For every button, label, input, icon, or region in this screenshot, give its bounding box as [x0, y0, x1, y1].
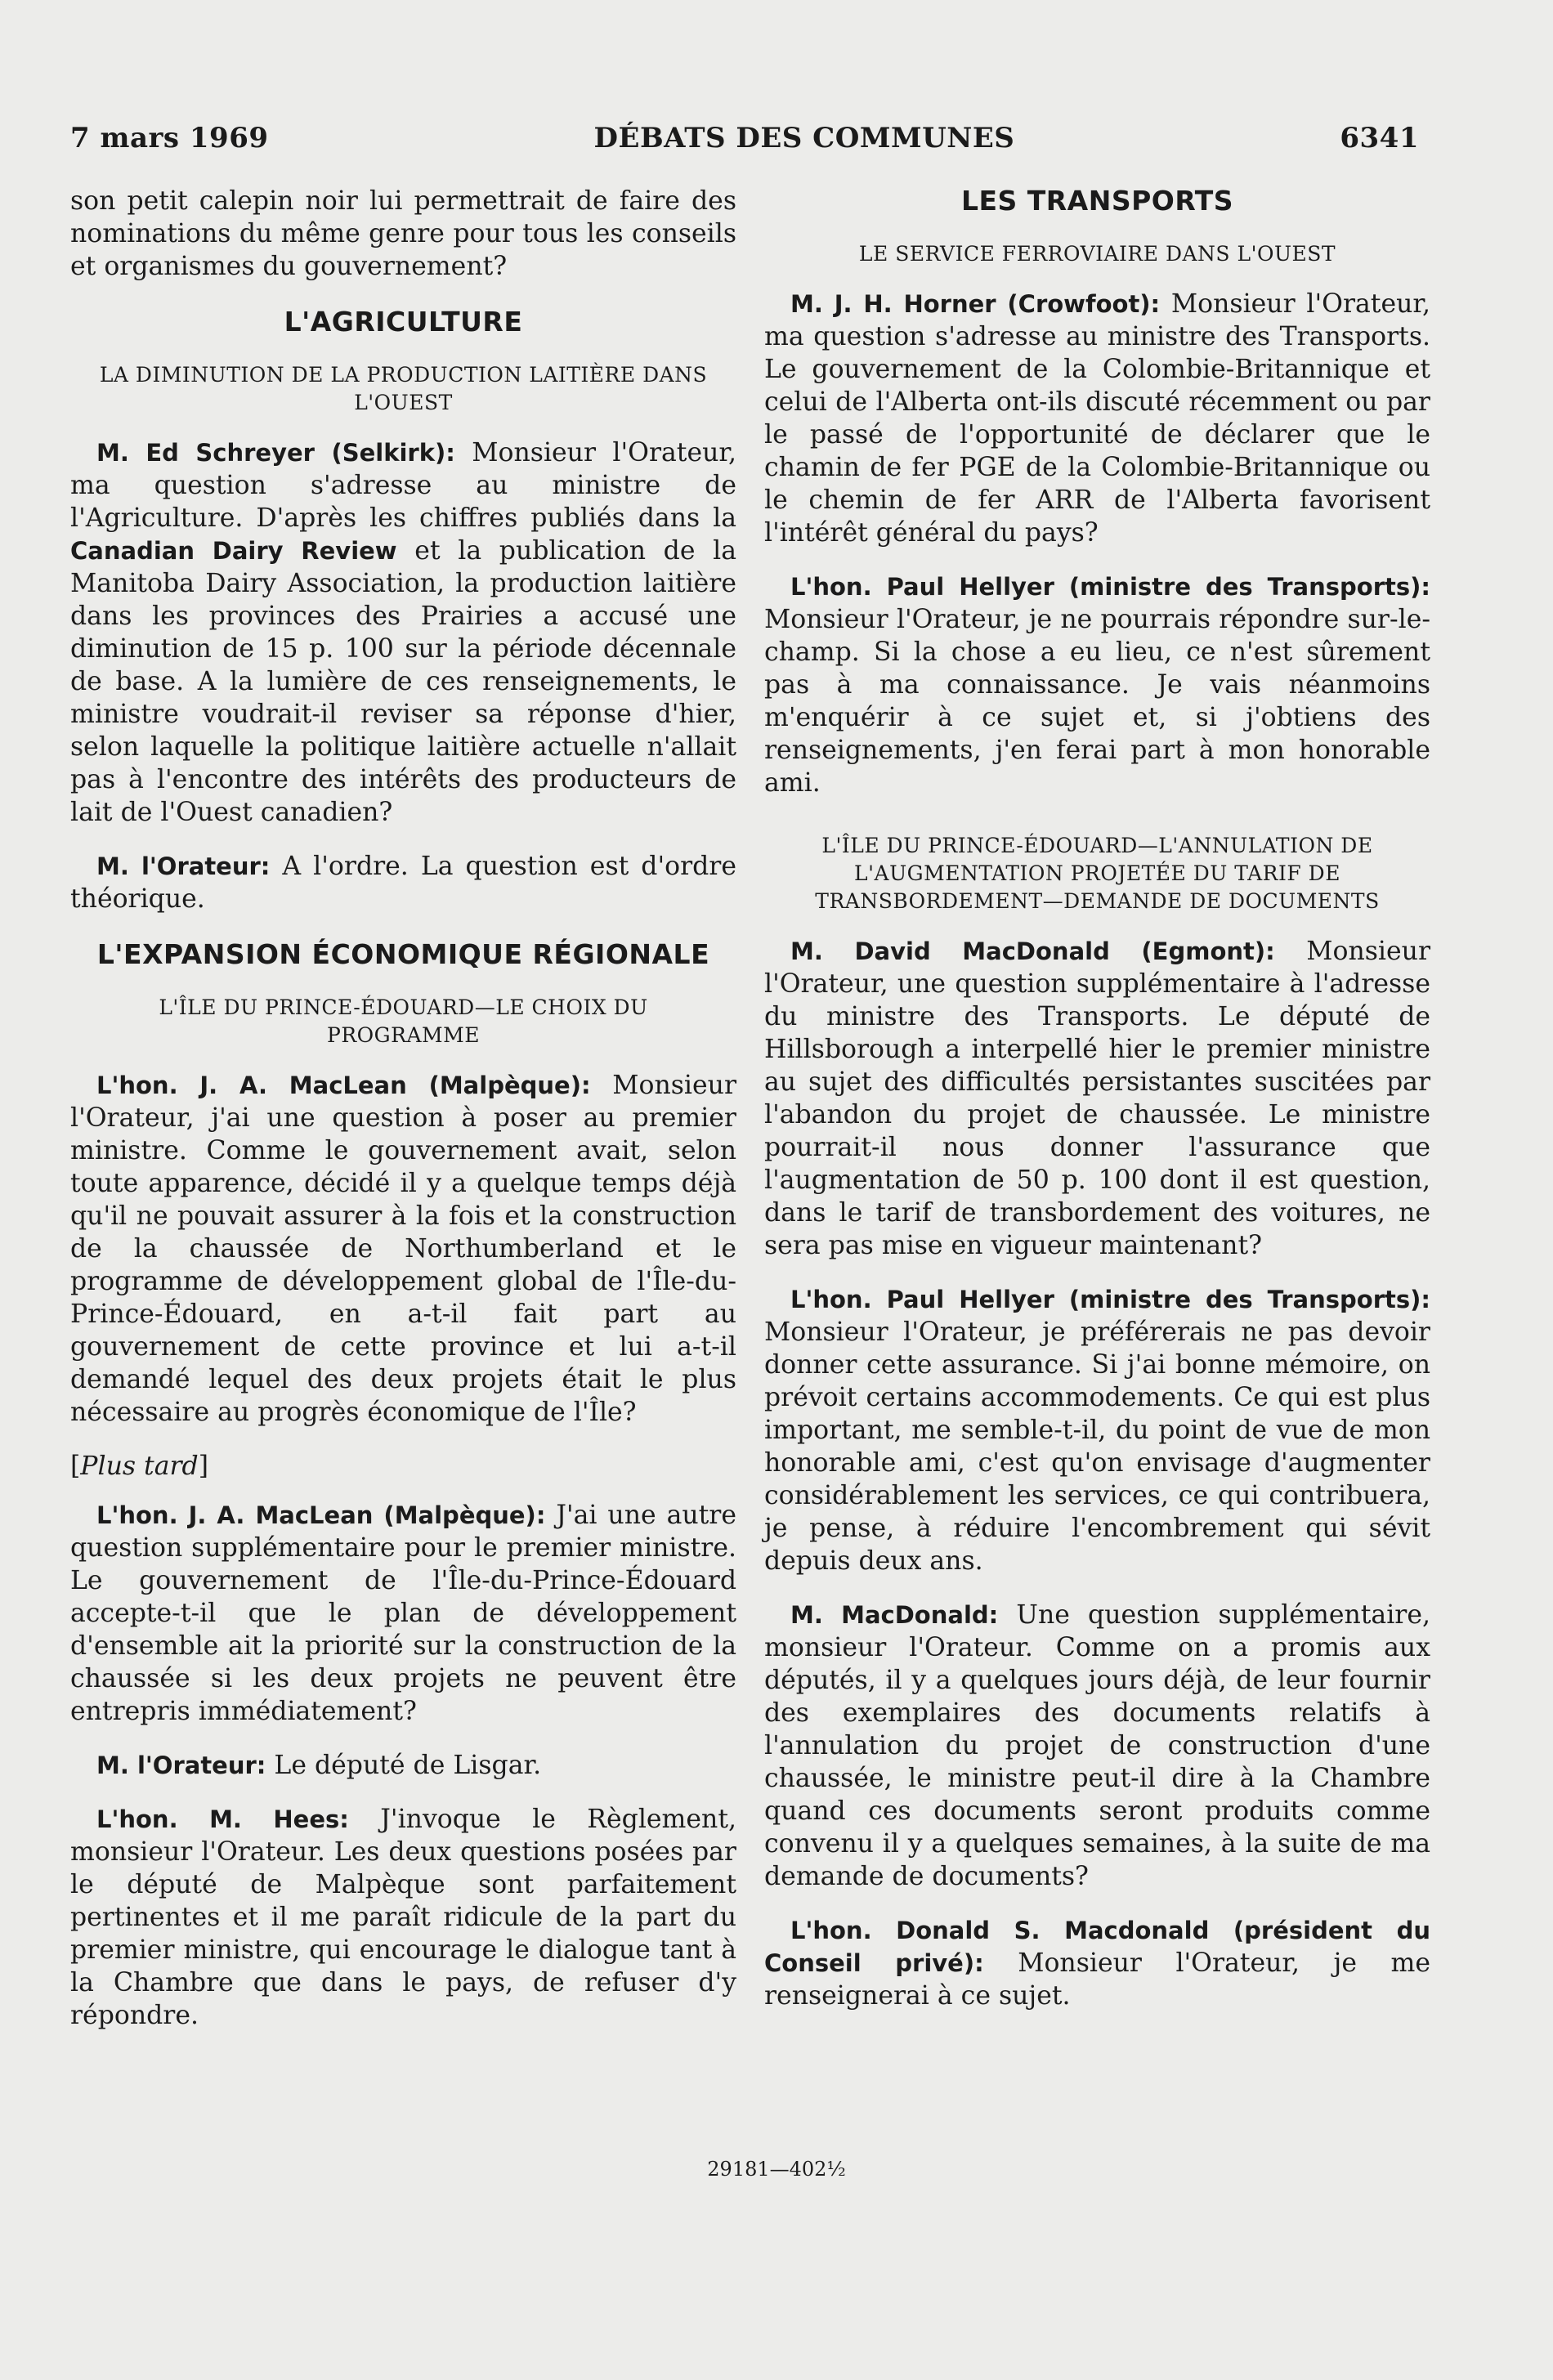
speaker-name: L'hon. Paul Hellyer (ministre des Transports):	[790, 1286, 1430, 1313]
paragraph-text: Monsieur l'Orateur, ma question s'adresse au ministre de l'Agriculture. D'après les chiffres publiés dans la	[70, 438, 737, 533]
speaker-name: M. Ed Schreyer (Selkirk):	[96, 439, 455, 467]
speaker-name: L'hon. M. Hees:	[96, 1805, 349, 1833]
paragraph-text: Monsieur l'Orateur, ma question s'adresse au ministre des Transports. Le gouvernement de la Colombie-Britannique et celui de l'Alberta ont-ils discuté récemment ou par le passé de l'opportunité de déclarer que le chamin de fer PGE de la Colombie-Britannique ou le chemin de fer ARR de l'Alberta favorisent l'intérêt général du pays?	[764, 289, 1431, 548]
speaker-name: M. J. H. Horner (Crowfoot):	[790, 290, 1161, 318]
subsection-title-pei-program: L'ÎLE DU PRINCE-ÉDOUARD—LE CHOIX DU PROGRAMME	[159, 995, 648, 1047]
paragraph-text: Le député de Lisgar.	[274, 1751, 542, 1780]
header-page-number: 6341	[1340, 122, 1419, 154]
later-note-text: Plus tard	[80, 1452, 199, 1481]
paragraph-text: Monsieur l'Orateur, je préférerais ne pas devoir donner cette assurance. Si j'ai bonne mémoire, on prévoit certains accommodements. Ce qui est plus important, me semble-t-il, du point de vue de mon honorable ami, c'est qu'on envisage d'augmenter considérablement les services, ce qui contribuera, je pense, à réduire l'encombrement qui sévit depuis deux ans.	[764, 1318, 1430, 1576]
paragraph-orateur-2	[70, 1749, 736, 1782]
paragraph-orateur-1	[70, 850, 736, 915]
speaker-name: M. l'Orateur:	[96, 852, 271, 880]
right-column	[764, 185, 1430, 2033]
speaker-name: M. David MacDonald (Egmont):	[790, 937, 1275, 965]
section-title-agriculture: L'AGRICULTURE	[284, 306, 523, 338]
paragraph-maclean-1	[70, 1069, 736, 1429]
paragraph-schreyer	[70, 436, 736, 829]
paragraph-text: Une question supplémentaire, monsieur l'Orateur. Comme on a promis aux députés, il y a quelques jours déjà, de leur fournir des exemplaires des documents relatifs à l'annulation du projet de construction d'une chaussée, le ministre peut-il dire à la Chambre quand ces documents seront produits comme convenu il y a quelques semaines, à la suite de ma demande de documents?	[764, 1600, 1430, 1891]
section-title-transports: LES TRANSPORTS	[960, 185, 1234, 217]
paragraph-text: J'invoque le Règlement, monsieur l'Orateur. Les deux questions posées par le député de Malpèque sont parfaitement pertinentes et il me paraît ridicule de la part du premier ministre, qui encourage le dialogue tant à la Chambre que dans le pays, de refuser d'y répondre.	[70, 1805, 737, 2030]
subsection-title-pei-tariff: L'ÎLE DU PRINCE-ÉDOUARD—L'ANNULATION DE L'AUGMENTATION PROJETÉE DU TARIF DE TRANSBORDEMENT—DEMANDE DE DOCUMENTS	[815, 834, 1380, 913]
paragraph-macdonald-2	[764, 1599, 1430, 1893]
speaker-name: L'hon. J. A. MacLean (Malpèque):	[96, 1071, 591, 1099]
publication-name: Canadian Dairy Review	[70, 537, 397, 565]
paragraph-intro: son petit calepin noir lui permettrait de faire des nominations du même genre pour tous les conseils et organismes du gouvernement?	[70, 186, 736, 281]
speaker-name: M. MacDonald:	[790, 1601, 999, 1629]
section-title-regional-expansion: L'EXPANSION ÉCONOMIQUE RÉGIONALE	[96, 938, 710, 970]
paragraph-text: Monsieur l'Orateur, j'ai une question à poser au premier ministre. Comme le gouvernement avait, selon toute apparence, décidé il y a quelque temps déjà qu'il ne pouvait assurer à la fois et la construction de la chaussée de Northumberland et le programme de développement global de l'Île-du-Prince-Édouard, en a-t-il fait part au gouvernement de cette province et lui a-t-il demandé lequel des deux projets était le plus nécessaire au progrès économique de l'Île?	[70, 1071, 736, 1427]
page-header	[70, 118, 1419, 159]
speaker-name: L'hon. Donald S. Macdonald (président du Conseil privé):	[764, 1917, 1430, 1977]
paragraph-text: et la publication de la Manitoba Dairy Association, la production laitière dans les provinces des Prairies a accusé une diminution de 15 p. 100 sur la période décennale de base. A la lumière de ces renseignements, le ministre voudrait-il reviser sa réponse d'hier, selon laquelle la politique laitière actuelle n'allait pas à l'encontre des intérêts des producteurs de lait de l'Ouest canadien?	[70, 536, 737, 827]
speaker-name: M. l'Orateur:	[96, 1751, 266, 1779]
paragraph-text: Monsieur l'Orateur, je ne pourrais répondre sur-le-champ. Si la chose a eu lieu, ce n'est sûrement pas à ma connaissance. Je vais néanmoins m'enquérir à ce sujet et, si j'obtiens des renseignements, j'en ferai part à mon honorable ami.	[764, 605, 1430, 798]
paragraph-hellyer-2	[764, 1283, 1430, 1577]
speaker-name: L'hon. Paul Hellyer (ministre des Transports):	[790, 573, 1430, 601]
paragraph-hellyer-1	[764, 570, 1430, 799]
speaker-name: L'hon. J. A. MacLean (Malpèque):	[96, 1501, 546, 1529]
later-note: [Plus tard]	[70, 1452, 208, 1481]
paragraph-text: Monsieur l'Orateur, une question supplémentaire à l'adresse du ministre des Transports. Le député de Hillsborough a interpellé hier le premier ministre au sujet des difficultés persistantes suscitées par l'abandon du projet de chaussée. Le ministre pourrait-il nous donner l'assurance que l'augmentation de 50 p. 100 dont il est question, dans le tarif de transbordement des voitures, ne sera pas mise en vigueur maintenant?	[764, 937, 1430, 1260]
paragraph-hees	[70, 1803, 736, 2032]
subsection-title-rail-service: LE SERVICE FERROVIAIRE DANS L'OUEST	[858, 242, 1336, 266]
subsection-title-dairy: LA DIMINUTION DE LA PRODUCTION LAITIÈRE DANS L'OUEST	[99, 363, 708, 414]
paragraph-maclean-2	[70, 1499, 736, 1728]
left-column	[70, 185, 736, 2053]
paragraph-horner	[764, 288, 1430, 549]
page-footer-code: 29181—402½	[707, 2158, 846, 2181]
paragraph-donald-macdonald	[764, 1914, 1430, 2012]
paragraph-macdonald-egmont	[764, 935, 1430, 1262]
paragraph-text: Monsieur l'Orateur, je me renseignerai à ce sujet.	[764, 1948, 1430, 2011]
paragraph-text: A l'ordre. La question est d'ordre théorique.	[70, 852, 736, 914]
header-title: DÉBATS DES COMMUNES	[593, 122, 1015, 154]
paragraph-text: J'ai une autre question supplémentaire pour le premier ministre. Le gouvernement de l'Île-du-Prince-Édouard accepte-t-il que le plan de développement d'ensemble ait la priorité sur la construction de la chaussée si les deux projets ne peuvent être entrepris immédiatement?	[70, 1501, 737, 1726]
header-date: 7 mars 1969	[70, 122, 269, 154]
